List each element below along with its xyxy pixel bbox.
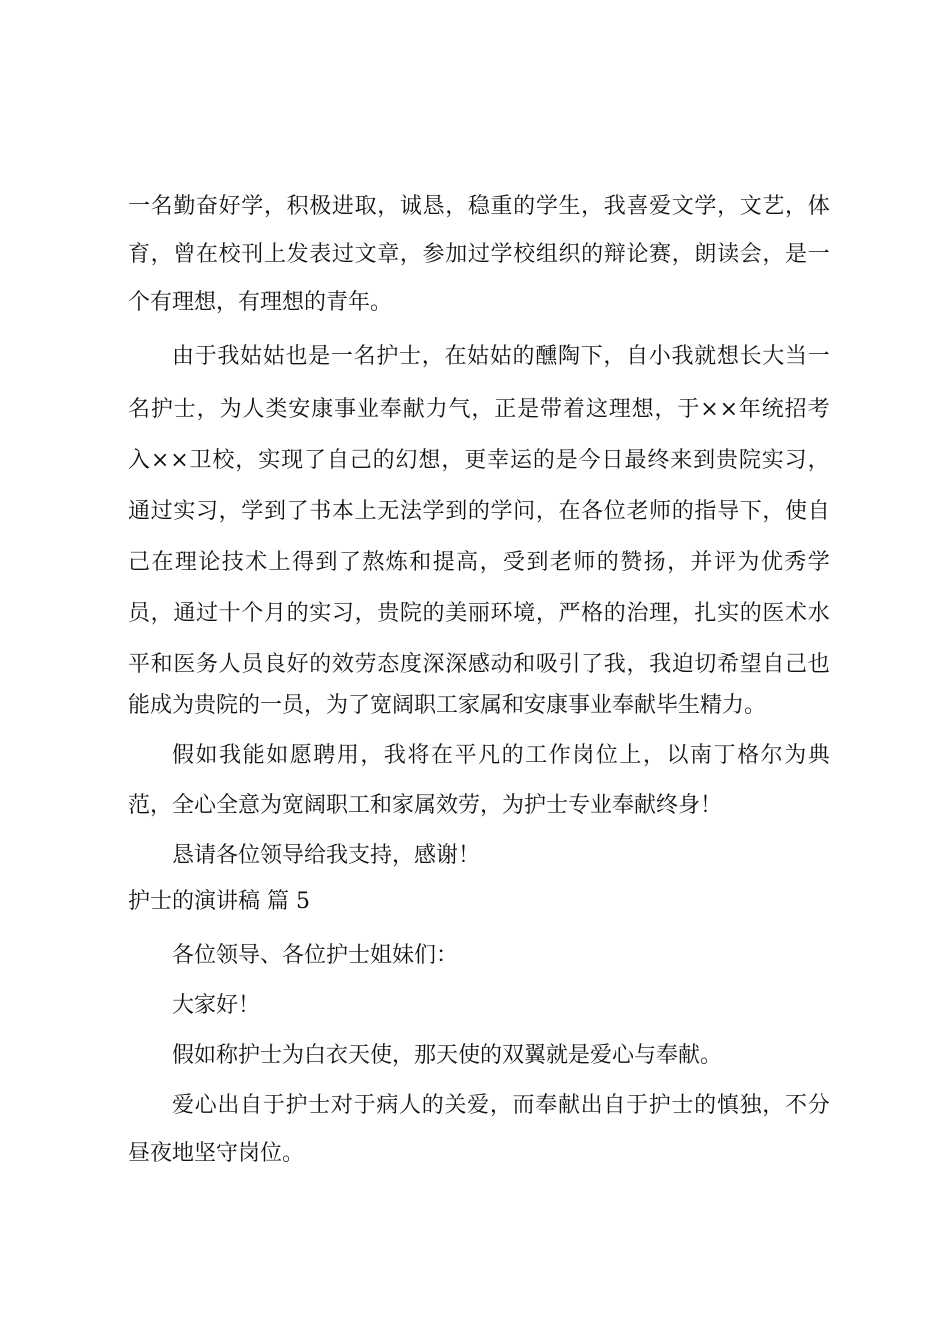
text-line: 假如称护士为白衣天使，那天使的双翼就是爱心与奉献。: [172, 1043, 723, 1068]
text-line: 爱 心 出 自 于 护 士 对 于 病 人 的 关 爱 ， 而 奉 献 出 自 于 护 士 的 慎 独 ， 不 分: [172, 1093, 830, 1118]
section-heading: 护士的演讲稿 篇 5: [128, 889, 310, 914]
greeting: 大家好！: [172, 993, 261, 1018]
text-line: 育 ， 曾 在 校 刊 上 发 表 过 文 章 ， 参 加 过 学 校 组 织 的 辩 论 赛 ， 朗 读 会 ， 是 一: [128, 242, 830, 267]
text-line: 昼夜地坚守岗位。: [128, 1141, 305, 1166]
text-line: 能成为贵院的一员，为了宽阔职工家属和安康事业奉献毕生精力。: [128, 693, 767, 718]
text-line: 员 ， 通 过 十 个 月 的 实 习 ， 贵 院 的 美 丽 环 境 ， 严 格 的 治 理 ， 扎 实 的 医 术 水: [128, 601, 830, 626]
text-line: 己 在 理 论 技 术 上 得 到 了 熬 炼 和 提 高 ， 受 到 老 师 的 赞 扬 ， 并 评 为 优 秀 学: [128, 550, 830, 575]
salutation: 各位领导、各位护士姐妹们：: [172, 943, 459, 968]
text-line: 由 于 我 姑 姑 也 是 一 名 护 士 ， 在 姑 姑 的 醺 陶 下 ， 自 小 我 就 想 长 大 当 一: [172, 344, 830, 369]
text-line: 通 过 实 习 ， 学 到 了 书 本 上 无 法 学 到 的 学 问 ， 在 各 位 老 师 的 指 导 下 ， 使 自: [128, 499, 830, 524]
text-line: 恳请各位领导给我支持，感谢！: [172, 843, 481, 868]
text-line: 名 护 士 ， 为 人 类 安 康 事 业 奉 献 力 气 ， 正 是 带 着 这 理 想 ， 于 × × 年 统 招 考: [128, 397, 830, 422]
text-line: 平 和 医 务 人 员 良 好 的 效 劳 态 度 深 深 感 动 和 吸 引 了 我 ， 我 迫 切 希 望 自 己 也: [128, 652, 830, 677]
text-line: 假 如 我 能 如 愿 聘 用 ， 我 将 在 平 凡 的 工 作 岗 位 上 ， 以 南 丁 格 尔 为 典: [172, 743, 830, 768]
text-line: 一 名 勤 奋 好 学 ， 积 极 进 取 ， 诚 恳 ， 稳 重 的 学 生 ， 我 喜 爱 文 学 ， 文 艺 ， 体: [128, 194, 830, 219]
text-line: 入 × × 卫 校 ， 实 现 了 自 己 的 幻 想 ， 更 幸 运 的 是 今 日 最 终 来 到 贵 院 实 习 ，: [128, 448, 830, 473]
text-line: 范，全心全意为宽阔职工和家属效劳，为护士专业奉献终身！: [128, 793, 723, 818]
text-line: 个有理想，有理想的青年。: [128, 290, 393, 315]
